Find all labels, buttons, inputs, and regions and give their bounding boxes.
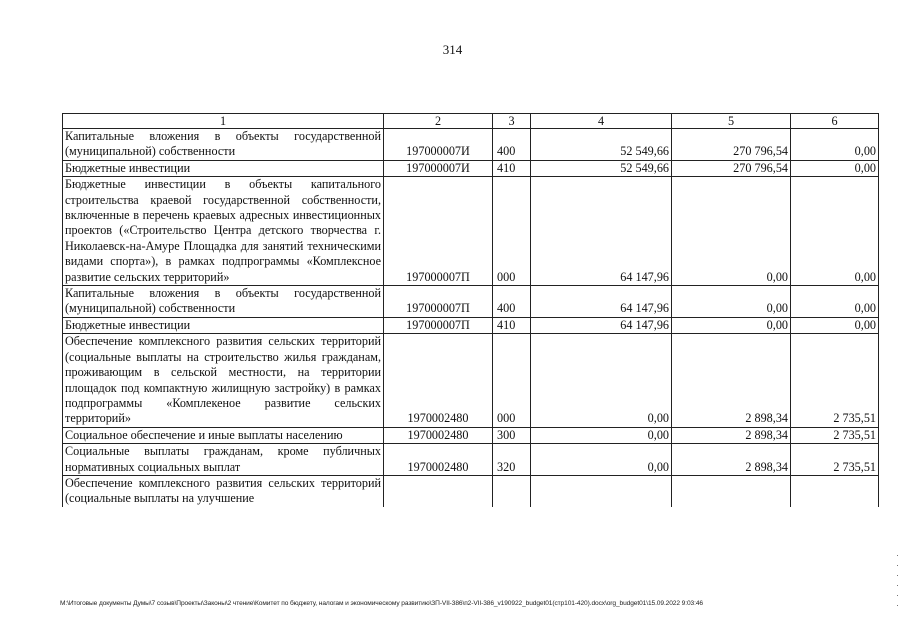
row-value-1: 64 147,96 [531,317,672,333]
row-name: Капитальные вложения в объекты государственной (муниципальной) собственности [63,286,384,318]
row-code: 197000007П [384,177,493,286]
table-row [63,286,879,318]
row-value-1: 64 147,96 [531,177,672,286]
header-col-2: 2 [384,114,493,129]
header-col-5: 5 [672,114,791,129]
row-value-1: 0,00 [531,334,672,427]
scan-edge-marks [897,555,899,615]
row-name: Капитальные вложения в объекты государственной (муниципальной) собственности [63,129,384,161]
header-col-6: 6 [791,114,879,129]
row-value-2: 2 898,34 [672,444,791,476]
table-row [63,317,879,333]
row-type: 320 [493,444,531,476]
footer-file-path: М:\Итоговые документы Думы\7 созыв\Проекты\Законы\2 чтение\Комитет по бюджету, налогам и экономическому развитию\ЗП-VII-386\п2-VII-386_v190922_budget01(стр101-420).docx\org_budget01\15.09.2022 9:03:46 [60,600,703,607]
row-value-3: 0,00 [791,286,879,318]
table-row [63,160,879,176]
row-value-1: 0,00 [531,427,672,443]
table-row [63,444,879,476]
row-code: 1970002480 [384,334,493,427]
table-row [63,129,879,161]
row-value-1 [531,475,672,506]
row-value-2 [672,475,791,506]
row-name: Обеспечение комплексного развития сельских территорий (социальные выплаты на строительство жилья гражданам, проживающим в сельской местности, на территории площадок под компактную жилищную застройку) в рамках подпрограммы «Комплекеное развитие сельских территорий» [63,334,384,427]
row-type: 400 [493,286,531,318]
row-code: 197000007И [384,160,493,176]
row-value-2: 0,00 [672,286,791,318]
row-name: Социальные выплаты гражданам, кроме публичных нормативных социальных выплат [63,444,384,476]
row-code: 197000007П [384,286,493,318]
row-value-3: 0,00 [791,129,879,161]
header-col-1: 1 [63,114,384,129]
row-value-3: 0,00 [791,160,879,176]
row-value-2: 270 796,54 [672,129,791,161]
row-type: 400 [493,129,531,161]
row-type: 410 [493,160,531,176]
row-value-2: 270 796,54 [672,160,791,176]
row-type: 000 [493,334,531,427]
row-value-3: 0,00 [791,317,879,333]
row-name: Обеспечение комплексного развития сельских территорий (социальные выплаты на улучшение [63,475,384,506]
table-row [63,427,879,443]
row-value-3: 2 735,51 [791,427,879,443]
row-value-2: 2 898,34 [672,334,791,427]
budget-table [62,113,879,507]
row-value-3: 2 735,51 [791,334,879,427]
row-type [493,475,531,506]
row-name: Бюджетные инвестиции [63,160,384,176]
header-col-3: 3 [493,114,531,129]
row-type: 000 [493,177,531,286]
row-value-2: 2 898,34 [672,427,791,443]
row-name: Бюджетные инвестиции [63,317,384,333]
row-code: 1970002480 [384,427,493,443]
row-value-3 [791,475,879,506]
table-row [63,177,879,286]
row-name: Социальное обеспечение и иные выплаты населению [63,427,384,443]
row-value-1: 52 549,66 [531,160,672,176]
table-row [63,334,879,427]
row-value-3: 0,00 [791,177,879,286]
row-value-2: 0,00 [672,317,791,333]
header-col-4: 4 [531,114,672,129]
page-number: 314 [442,42,463,57]
table-header-row [63,114,879,129]
row-name: Бюджетные инвестиции в объекты капитального строительства краевой государственной собственности, включенные в перечень краевых адресных инвестиционных проектов («Строительство Центра детского творчества г. Николаевск-на-Амуре Площадка для занятий техническими видами спорта»), в рамках подпрограммы «Комплексное развитие сельских территорий» [63,177,384,286]
table-row [63,475,879,506]
row-value-1: 52 549,66 [531,129,672,161]
row-value-3: 2 735,51 [791,444,879,476]
row-type: 300 [493,427,531,443]
row-type: 410 [493,317,531,333]
row-value-1: 64 147,96 [531,286,672,318]
row-code: 1970002480 [384,444,493,476]
row-code: 197000007И [384,129,493,161]
row-code: 197000007П [384,317,493,333]
row-code [384,475,493,506]
row-value-2: 0,00 [672,177,791,286]
row-value-1: 0,00 [531,444,672,476]
